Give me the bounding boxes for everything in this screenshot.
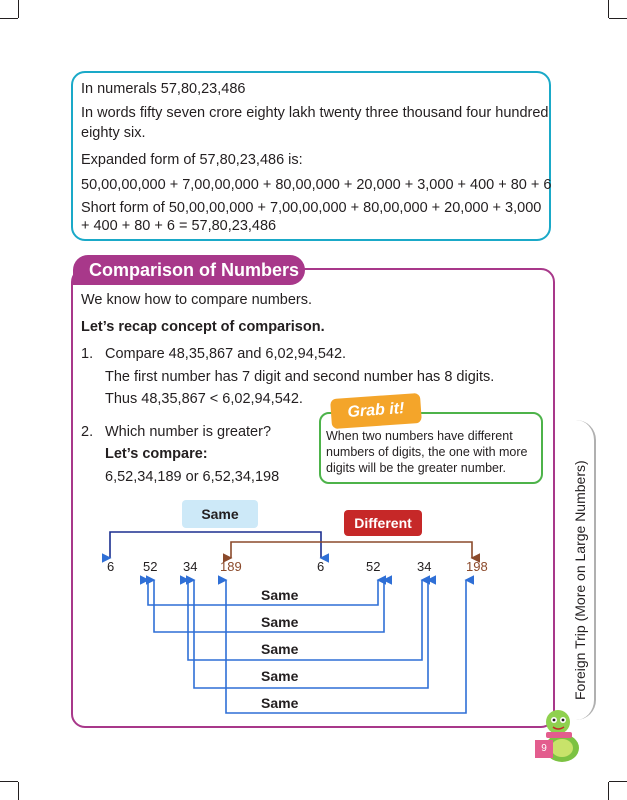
left-group-2: 52 (143, 559, 158, 574)
chapter-title: Foreign Trip (More on Large Numbers) (572, 460, 588, 700)
item-1-text: Compare 48,35,867 and 6,02,94,542. (105, 346, 347, 362)
page-number: 9 (535, 740, 553, 758)
intro-line: We know how to compare numbers. (81, 292, 313, 308)
same-label-2: Same (261, 614, 299, 630)
left-group-3: 34 (183, 559, 198, 574)
short-line-1: Short form of 50,00,00,000 + 7,00,00,000 + 80,00,000 + 20,000 + 3,000 (81, 200, 542, 216)
grab-it-text: When two numbers have different numbers of digits, the one with more digits will be the greater number. (326, 429, 528, 475)
same-bracket-top (110, 532, 321, 558)
item-1-line-3: Thus 48,35,867 < 6,02,94,542. (105, 391, 303, 407)
item-1-line-2: The first number has 7 digit and second number has 8 digits. (105, 369, 495, 385)
same-label-5: Same (261, 695, 299, 711)
same-top-label: Same (182, 500, 258, 528)
right-group-2: 52 (366, 559, 381, 574)
grab-it-label: Grab it! (346, 400, 405, 421)
same-connector-4 (194, 580, 428, 688)
different-bracket (231, 542, 472, 558)
expanded-heading: Expanded form of 57,80,23,486 is: (81, 152, 303, 168)
item-1-number: 1. (81, 346, 94, 362)
item-2-text: Which number is greater? (105, 424, 272, 440)
section-title: Comparison of Numbers (73, 255, 305, 285)
left-group-1: 6 (107, 559, 115, 574)
same-label-3: Same (261, 641, 299, 657)
short-line-2: + 400 + 80 + 6 = 57,80,23,486 (81, 218, 277, 234)
right-group-3: 34 (417, 559, 432, 574)
different-top-label: Different (344, 510, 422, 536)
item-2-number: 2. (81, 424, 94, 440)
item-2-compare: Let’s compare: (105, 446, 208, 462)
recap-line: Let’s recap concept of comparison. (81, 319, 325, 335)
right-group-4: 198 (466, 559, 488, 574)
expanded-line: 50,00,00,000 + 7,00,00,000 + 80,00,000 + 20,000 + 3,000 + 400 + 80 + 6 (81, 177, 552, 193)
left-group-4: 189 (220, 559, 242, 574)
right-group-1: 6 (317, 559, 325, 574)
same-connector-3 (188, 580, 422, 660)
numerals-line: In numerals 57,80,23,486 (81, 81, 246, 97)
same-label-4: Same (261, 668, 299, 684)
same-label-1: Same (261, 587, 299, 603)
words-line: In words fifty seven crore eighty lakh twenty three thousand four hundred eighty six. (81, 105, 549, 141)
item-2-numbers: 6,52,34,189 or 6,52,34,198 (105, 469, 280, 485)
